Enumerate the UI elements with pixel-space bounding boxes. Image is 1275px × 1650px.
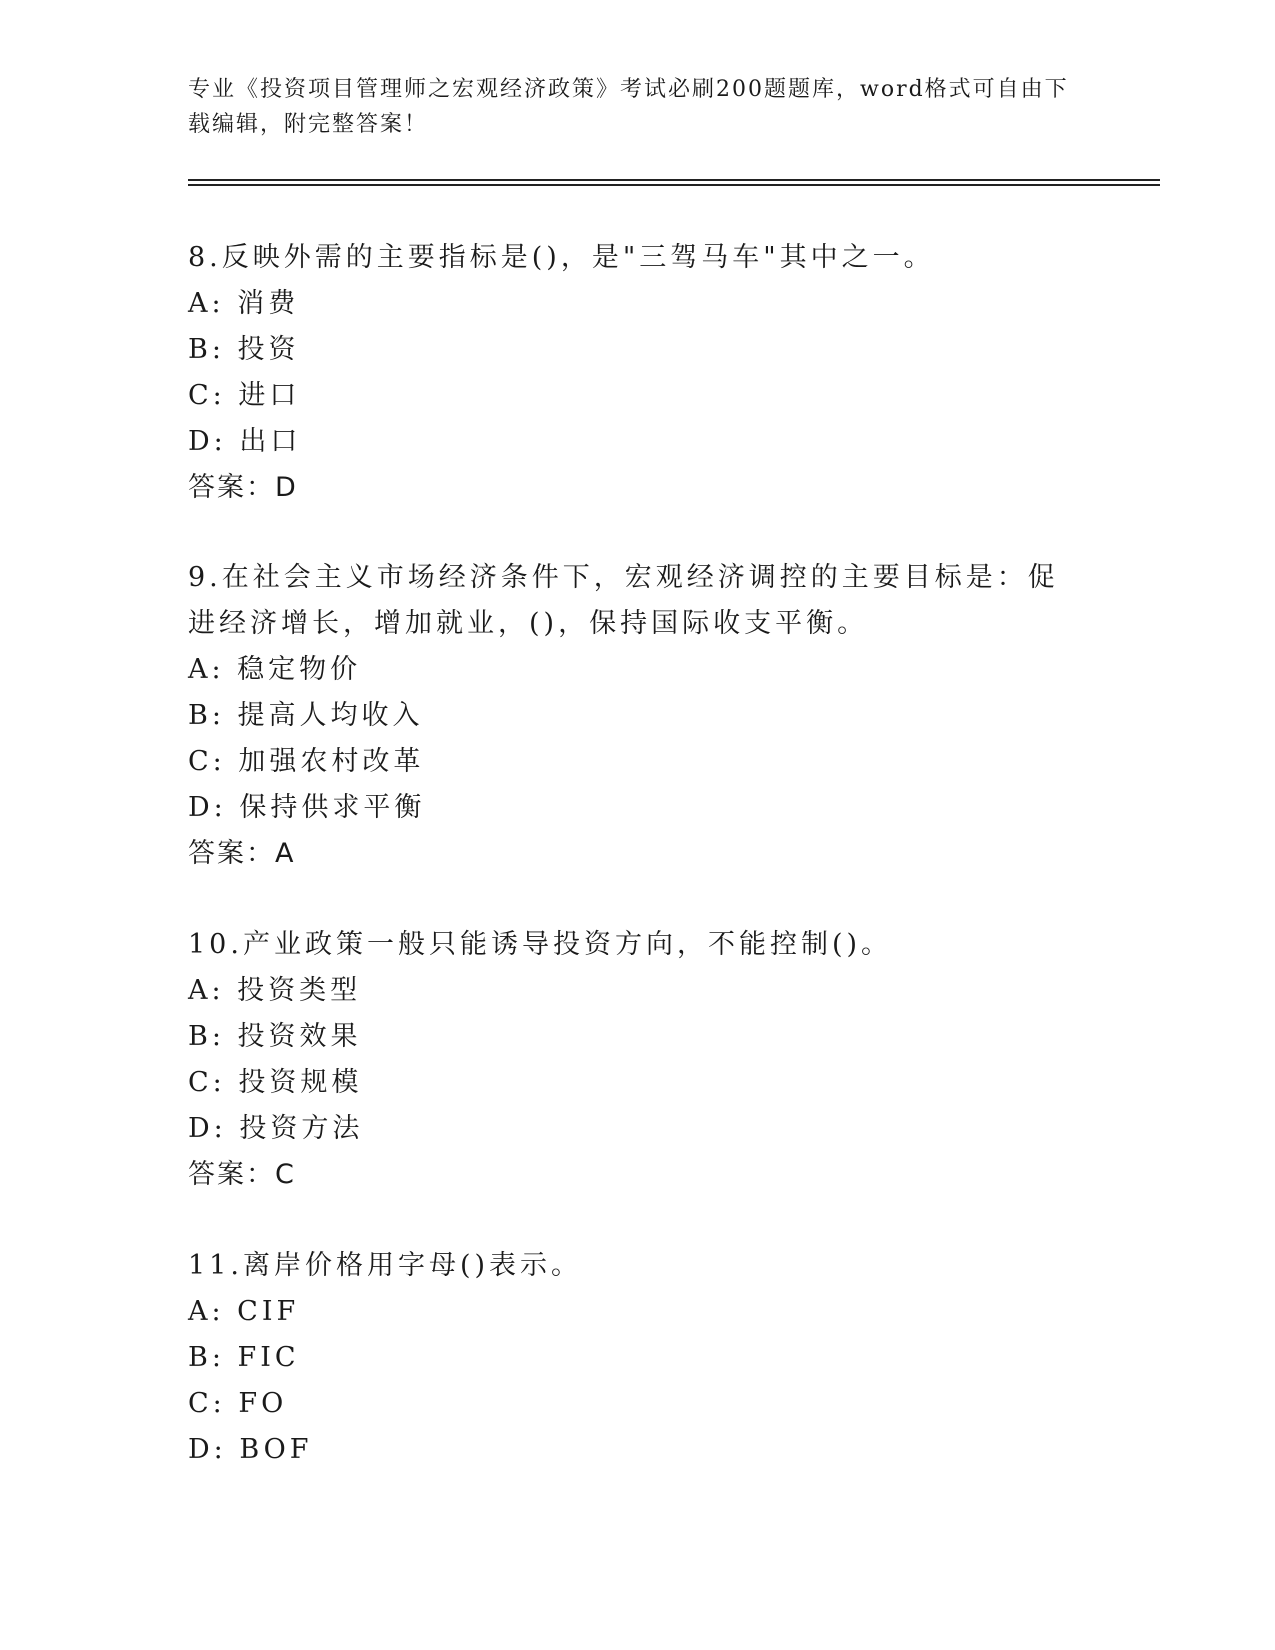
question-stem: 9.在社会主义市场经济条件下，宏观经济调控的主要目标是：促进经济增长，增加就业，()，保持国际收支平衡。 [188,562,1059,639]
header-divider-second [188,184,1160,186]
option-b: B: 投资效果 [188,1021,362,1052]
header-divider [188,179,1160,181]
option-c: C: FO [188,1388,288,1419]
question-8 [188,235,1088,511]
answer-line: 答案：D [188,472,298,503]
option-d: D: 出口 [188,426,302,457]
answer-line: 答案：C [188,1159,296,1190]
option-c: C: 加强农村改革 [188,746,425,777]
question-stem: 10.产业政策一般只能诱导投资方向，不能控制()。 [188,929,893,960]
option-b: B: 提高人均收入 [188,700,424,731]
question-11 [188,1243,1088,1473]
option-d: D: BOF [188,1434,313,1465]
option-b: B: FIC [188,1342,300,1373]
question-stem: 11.离岸价格用字母()表示。 [188,1250,583,1281]
question-stem: 8.反映外需的主要指标是()，是"三驾马车"其中之一。 [188,242,935,273]
option-a: A: 消费 [188,288,300,319]
option-a: A: 稳定物价 [188,654,362,685]
question-9 [188,555,1088,877]
option-d: D: 投资方法 [188,1113,364,1144]
option-d: D: 保持供求平衡 [188,792,426,823]
answer-line: 答案：A [188,838,296,869]
option-a: A: CIF [188,1296,300,1327]
option-b: B: 投资 [188,334,300,365]
option-a: A: 投资类型 [188,975,362,1006]
document-header: 专业《投资项目管理师之宏观经济政策》考试必刷200题题库，word格式可自由下载编辑，附完整答案！ [188,77,1069,137]
option-c: C: 投资规模 [188,1067,363,1098]
question-10 [188,922,1088,1198]
option-c: C: 进口 [188,380,301,411]
